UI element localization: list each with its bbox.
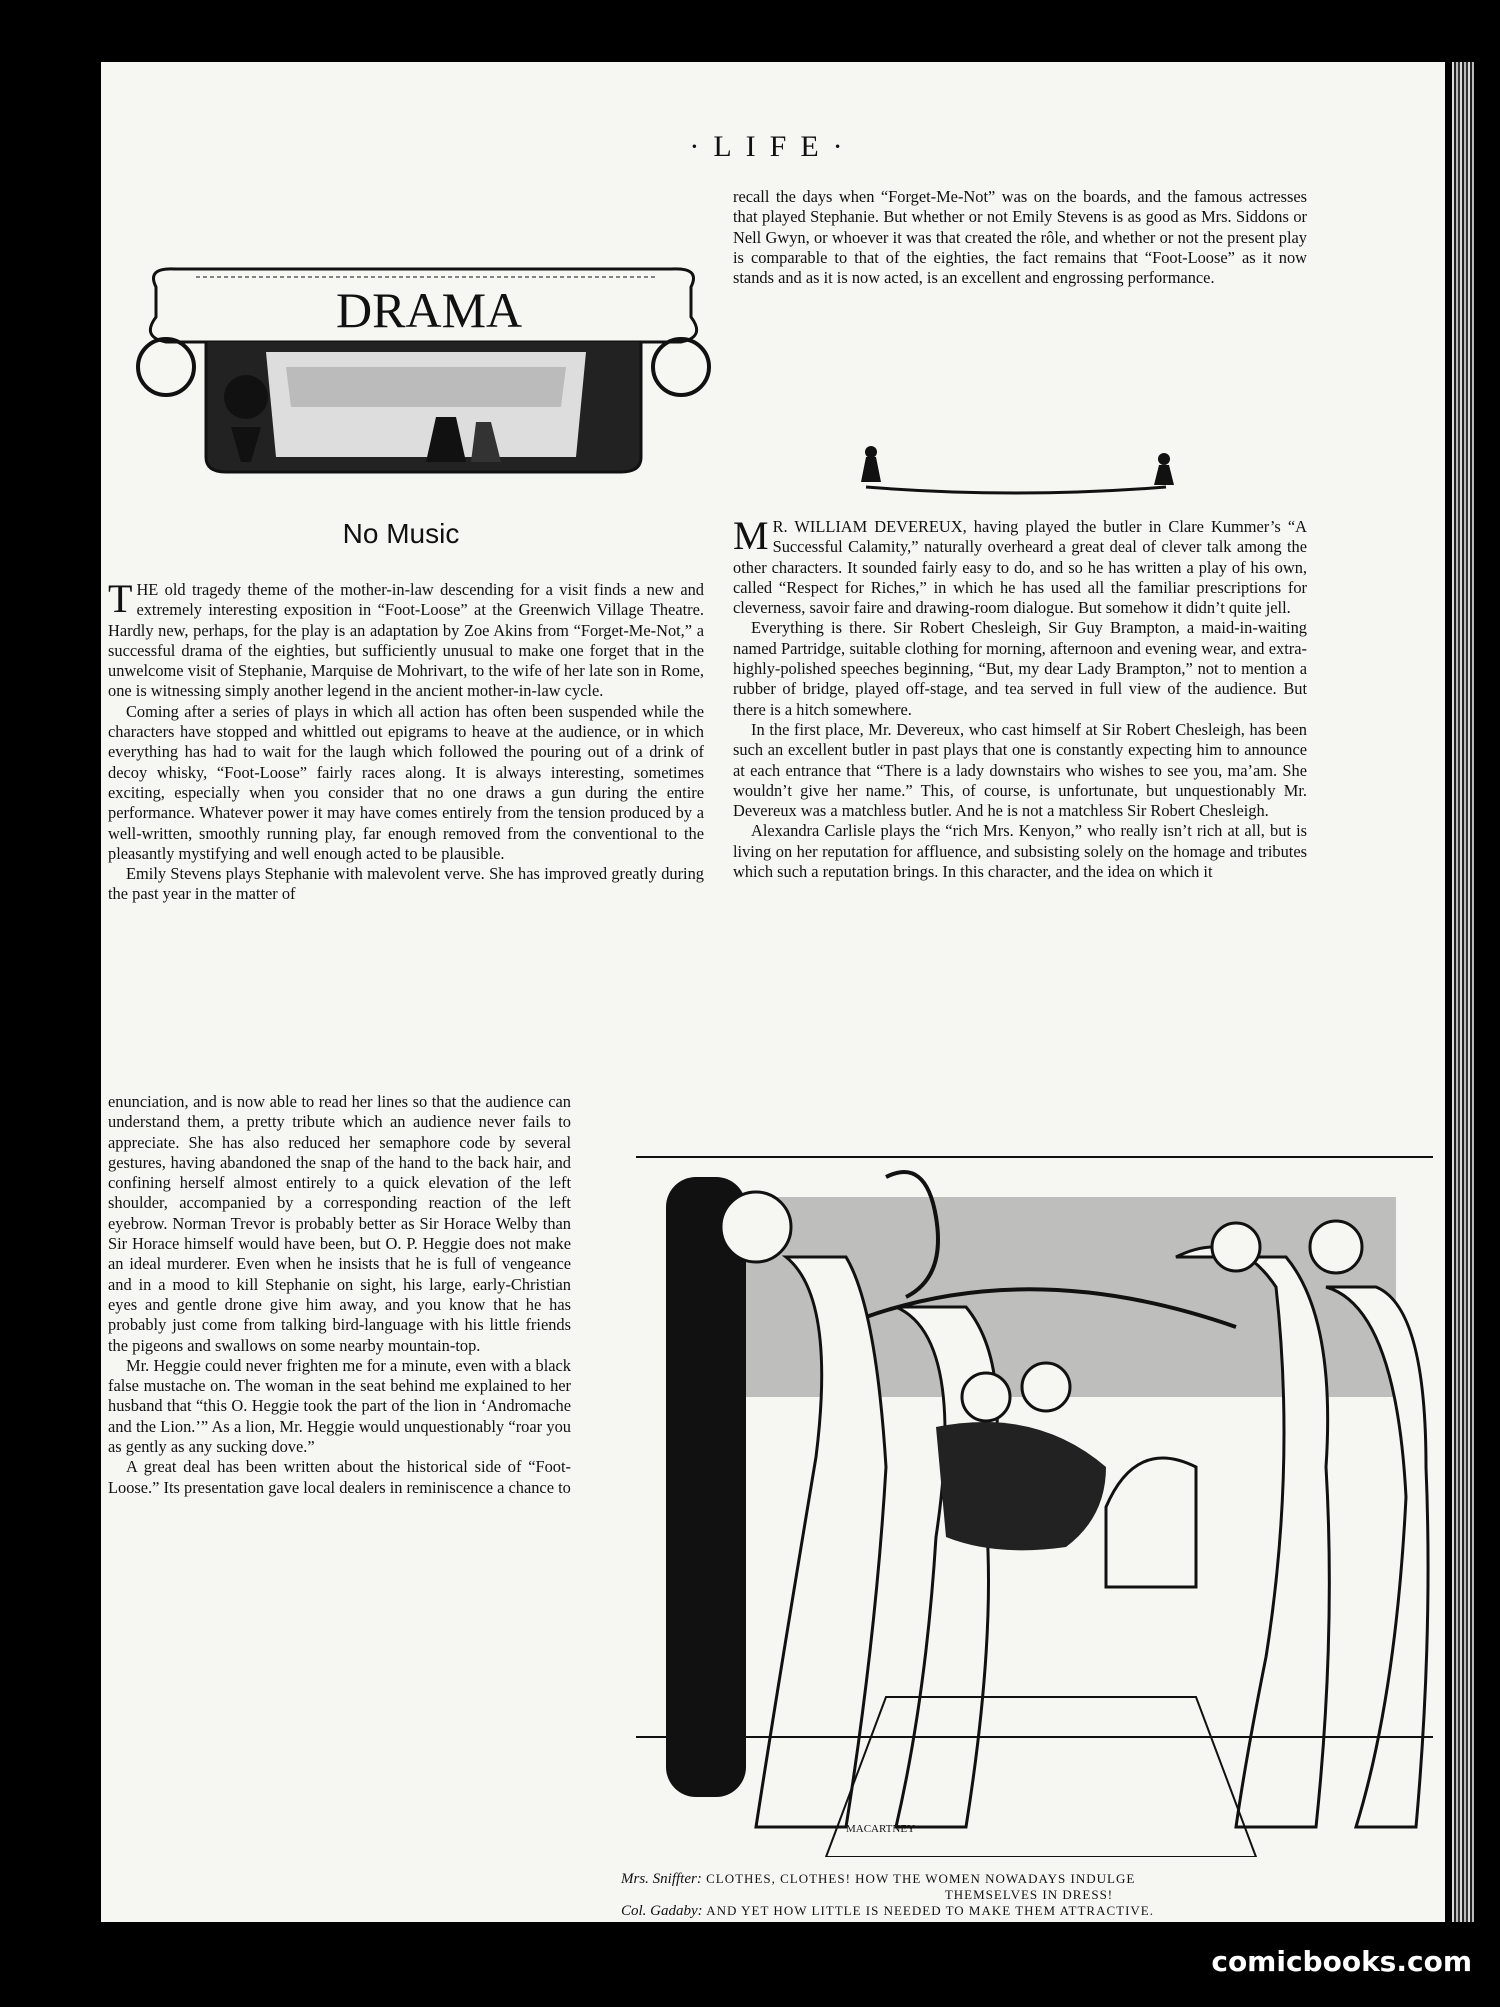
theatre-lobby-cartoon [636,1137,1433,1857]
drop-cap: M [733,513,769,558]
caption-text: CLOTHES, CLOTHES! HOW THE WOMEN NOWADAYS INDULGE [706,1871,1136,1886]
article-paragraph: Coming after a series of plays in which all action has often been suspended while the characters have stopped and whittled out epigrams to heave at the audience, or in which everything has had to wait for the laugh which followed the pouring out of a drink of decoy whisky, “Foot-Loose” fairly races along. It is always interesting, sometimes exciting, especially when you consider that no one draws a gun during the entire performance. Whatever power it may have comes entirely from the tension produced by a well-written, smoothly running play, far enough removed from the conventional to the pleasantly mystifying and well enough acted to be plausible. [108,701,704,863]
article-paragraph: THE old tragedy theme of the mother-in-law descending for a visit finds a new and extremely interesting exposition in “Foot-Loose” at the Greenwich Village Theatre. Hardly new, perhaps, for the play is an adaptation by Zoe Akins from “Forget-Me-Not,” a successful drama of the eighties, but sufficiently unusual to make one forget that in the unwelcome visit of Stephanie, Marquise de Mohrivart, to the wife of her late son in Rome, one is witnessing simply another legend in the ancient mother-in-law cycle. [108,576,704,701]
left-column-lower [108,1092,571,1498]
caption-speaker: Col. Gadaby: [621,1903,703,1919]
cartoon-signature: MACARTNEY [846,1823,916,1835]
caption-line-1 [621,1871,1437,1887]
left-column-upper [108,576,704,905]
article-paragraph: In the first place, Mr. Devereux, who cast himself at Sir Robert Chesleigh, has been such an excellent butler in past plays that one is constantly expecting him to announce at each entrance that “There is a lady downstairs who wishes to see you, ma’am. She wouldn’t give her name.” This, of course, is unfortunate, but unquestionably Mr. Devereux was a matchless butler. And he is not a matchless Sir Robert Chesleigh. [733,719,1307,821]
article-paragraph: M R. WILLIAM DEVEREUX, having played the butler in Clare Kummer’s “A Successful Calamity,” naturally overheard a great deal of clever talk among the other characters. It sounded fairly easy to do, and so he has written a play of his own, called “Respect for Riches,” in which he has used all the familiar prescriptions for cleverness, savoir faire and drawing-room dialogue. But somehow it didn’t quite jell. [733,513,1307,618]
drop-cap: T [108,576,133,621]
divider-ornament [846,437,1186,497]
article-paragraph: Emily Stevens plays Stephanie with malevolent verve. She has improved greatly during the past year in the matter of [108,864,704,904]
article-heading: No Music [342,518,460,549]
page-edge [1452,62,1474,1922]
right-column-second-review [733,513,1307,882]
right-column [733,187,1307,288]
caption-text: THEMSELVES IN DRESS! [944,1887,1114,1902]
drama-banner-illustration [136,257,711,482]
caption-text: AND YET HOW LITTLE IS NEEDED TO MAKE THEM ATTRACTIVE. [706,1903,1154,1918]
article-paragraph: Alexandra Carlisle plays the “rich Mrs. Kenyon,” who really isn’t rich at all, but is living on her reputation for affluence, and subsisting solely on the homage and tributes which such a reputation brings. In this character, and the idea on which it [733,821,1307,882]
masthead: ·LIFE· [689,130,857,163]
magazine-page [101,62,1445,1922]
article-paragraph: A great deal has been written about the historical side of “Foot-Loose.” Its presentation gave local dealers in reminiscence a chance to [108,1457,571,1497]
article-paragraph: recall the days when “Forget-Me-Not” was on the boards, and the famous actresses that played Stephanie. But whether or not Emily Stevens is as good as Mrs. Siddons or Nell Gwyn, or whoever it was that created the rôle, and whether or not the present play is comparable to that of the eighties, the fact remains that “Foot-Loose” as it now stands and as it is now acted, is an excellent and engrossing performance. [733,187,1307,288]
article-paragraph: Mr. Heggie could never frighten me for a minute, even with a black false mustache on. The woman in the seat behind me explained to her husband that “this O. Heggie took the part of the lion in ‘Andromache and the Lion.’” As a lion, Mr. Heggie would unquestionably “roar you as gently as any sucking dove.” [108,1355,571,1457]
article-paragraph: Everything is there. Sir Robert Chesleigh, Sir Guy Brampton, a maid-in-waiting named Partridge, suitable clothing for morning, afternoon and evening wear, and extra-highly-polished speeches beginning, “But, my dear Lady Brampton,” not to mention a rubber of bridge, played off-stage, and tea served in full view of the audience. But there is a hitch somewhere. [733,618,1307,719]
drama-banner-title: DRAMA [336,282,523,338]
cartoon-caption [621,1871,1437,1919]
article-paragraph: enunciation, and is now able to read her lines so that the audience can understand them, a pretty tribute which an audience never fails to appreciate. She has also reduced her semaphore code by several gestures, having abandoned the snap of the hand to the back hair, and confining herself almost entirely to a quick elevation of the left shoulder, accompanied by a corresponding reaction of the left eyebrow. Norman Trevor is probably better as Sir Horace Welby than Sir Horace himself would have been, but O. P. Heggie does not make an ideal murderer. Even when he insists that he is full of vengeance and in a mood to kill Stephanie on sight, his large, early-Christian eyes and gentle drone give him away, and you know that he has probably just come from talking bird-language with his little friends the pigeons and swallows on some nearby mountain-top. [108,1092,571,1355]
watermark: comicbooks.com [1211,1945,1472,1978]
caption-line-2 [621,1903,1437,1919]
caption-speaker: Mrs. Sniffter: [621,1871,702,1887]
